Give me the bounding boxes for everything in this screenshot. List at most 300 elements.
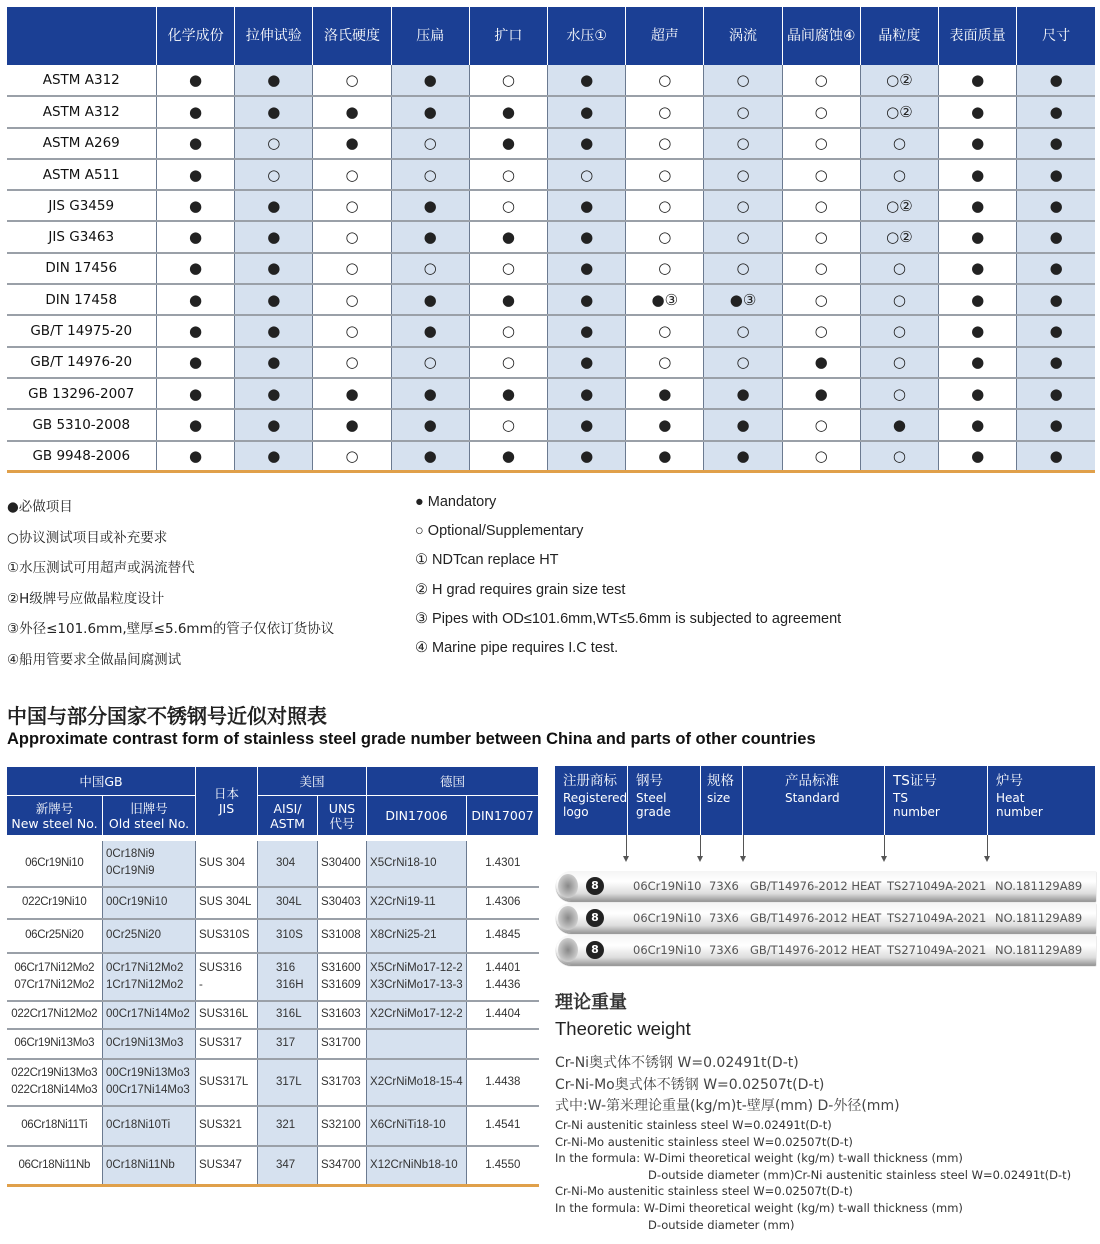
column-header: UNS 代号 [318, 796, 367, 836]
requirement-cell: ● [391, 315, 469, 346]
legend-item-en: ② H grad requires grain size test [415, 581, 626, 598]
requirement-cell: ○ [469, 347, 547, 378]
requirement-cell: ● [157, 96, 235, 127]
requirement-cell: ● [469, 284, 547, 315]
requirement-cell: ○ [782, 159, 860, 190]
grade-cell: SUS347 [196, 1146, 258, 1186]
table-row [7, 315, 1096, 346]
requirement-cell: ○ [548, 159, 626, 190]
pipe-end-icon [558, 938, 578, 962]
standard-name: GB 9948-2006 [7, 441, 157, 472]
table-row [7, 159, 1096, 190]
requirement-cell: ● [157, 315, 235, 346]
pipe-ts: TS271049A-2021 [887, 879, 987, 893]
grade-cell: 347 [258, 1146, 318, 1186]
grade-cell: S31703 [318, 1059, 367, 1106]
column-header: 表面质量 [939, 7, 1017, 65]
requirement-cell: ● [782, 347, 860, 378]
requirement-cell: ○ [782, 409, 860, 440]
table-row [7, 919, 539, 953]
requirement-cell: ● [626, 378, 704, 409]
grade-cell: S30400 [318, 841, 367, 887]
standard-name: GB/T 14976-20 [7, 347, 157, 378]
table-row [7, 1029, 539, 1059]
inspection-table [6, 7, 1095, 473]
legend-item-en: ○ Optional/Supplementary [415, 523, 584, 540]
requirement-cell: ● [157, 253, 235, 284]
requirement-cell: ○ [782, 221, 860, 252]
requirement-cell: ● [1017, 347, 1095, 378]
grade-cell: SUS317L [196, 1059, 258, 1106]
legend-item-en: ① NDTcan replace HT [415, 552, 559, 569]
requirement-cell: ○ [313, 221, 391, 252]
requirement-cell: ● [391, 221, 469, 252]
marking-header-en: Heat number [996, 791, 1043, 819]
requirement-cell: ○ [626, 253, 704, 284]
requirement-cell: ○ [626, 347, 704, 378]
table-row [7, 1146, 539, 1186]
requirement-cell: ○ [469, 159, 547, 190]
requirement-cell: ○ [313, 65, 391, 96]
grade-cell: 0Cr19Ni13Mo3 [103, 1029, 196, 1059]
requirement-cell: ● [1017, 441, 1095, 472]
requirement-cell: ● [548, 96, 626, 127]
registered-logo-icon: 8 [586, 877, 604, 895]
weight-formula-cn: Cr-Ni奥式体不锈钢 W=0.02491t(D-t) [555, 1055, 799, 1071]
requirement-cell: ● [391, 409, 469, 440]
pipe-ts: TS271049A-2021 [887, 911, 987, 925]
column-header: 尺寸 [1017, 7, 1095, 65]
requirement-cell: ● [1017, 128, 1095, 159]
legend-item-cn: ①水压测试可用超声或涡流替代 [7, 560, 195, 577]
requirement-cell: ● [235, 190, 313, 221]
marking-header-cn: 产品标准 [785, 773, 839, 789]
requirement-cell: ●③ [626, 284, 704, 315]
requirement-cell: ● [782, 378, 860, 409]
legend-item-en: ④ Marine pipe requires I.C test. [415, 640, 619, 656]
grade-cell: 317L [258, 1059, 318, 1106]
grade-cell: 317 [258, 1029, 318, 1059]
requirement-cell: ● [548, 378, 626, 409]
grade-cell: 1.4438 [467, 1059, 539, 1106]
table-row [7, 409, 1096, 440]
legend-item-cn: ●必做项目 [7, 499, 73, 515]
legend-item-cn: ②H级牌号应做晶粒度设计 [7, 590, 165, 607]
requirement-cell: ○ [782, 128, 860, 159]
requirement-cell: ● [1017, 96, 1095, 127]
grade-cell: 06Cr25Ni20 [7, 919, 103, 953]
requirement-cell: ● [939, 347, 1017, 378]
pipe-ts: TS271049A-2021 [887, 943, 987, 957]
grade-cell: S31603 [318, 1001, 367, 1029]
requirement-cell: ○ [860, 128, 938, 159]
grade-cell: 310S [258, 919, 318, 953]
requirement-cell: ○ [626, 65, 704, 96]
grade-cell: 022Cr17Ni12Mo2 [7, 1001, 103, 1029]
column-header: 压扁 [391, 7, 469, 65]
column-header: 拉伸试验 [235, 7, 313, 65]
grade-cell: 06Cr18Ni11Nb [7, 1146, 103, 1186]
grade-cell: X5CrNiMo17-12-2 X3CrNiMo17-13-3 [367, 953, 467, 1001]
pipe-standard: GB/T14976-2012 HEAT [750, 879, 882, 893]
requirement-cell: ● [235, 409, 313, 440]
requirement-cell: ● [939, 253, 1017, 284]
marking-header [987, 766, 1095, 835]
requirement-cell: ○ [626, 221, 704, 252]
grade-cell [367, 1029, 467, 1059]
requirement-cell: ○② [860, 221, 938, 252]
requirement-cell: ● [939, 221, 1017, 252]
weight-formula-en: D-outside diameter (mm)Cr-Ni austenitic stainless steel W=0.02491t(D-t) [648, 1167, 1072, 1182]
standard-name: GB/T 14975-20 [7, 315, 157, 346]
requirement-cell: ● [1017, 409, 1095, 440]
grade-cell: SUS 304L [196, 887, 258, 919]
pipe-heat: NO.181129A89 [995, 879, 1083, 893]
requirement-cell: ○ [704, 96, 782, 127]
requirement-cell: ○ [313, 441, 391, 472]
marking-header-en: Steel grade [636, 791, 671, 819]
grade-cell: SUS321 [196, 1106, 258, 1146]
requirement-cell: ● [235, 441, 313, 472]
column-header: 晶间腐蚀④ [782, 7, 860, 65]
marking-header [554, 766, 627, 835]
weight-formula-cn: Cr-Ni-Mo奥式体不锈钢 W=0.02507t(D-t) [555, 1076, 825, 1093]
grade-cell: 1.4550 [467, 1146, 539, 1186]
requirement-cell: ● [939, 65, 1017, 96]
grade-cell: X8CrNi25-21 [367, 919, 467, 953]
weight-formula-en: Cr-Ni-Mo austenitic stainless steel W=0.02507t(D-t) [555, 1134, 853, 1149]
grade-cell: 304L [258, 887, 318, 919]
requirement-cell: ● [391, 65, 469, 96]
standard-name: ASTM A269 [7, 128, 157, 159]
weight-formula-en: D-outside diameter (mm) [648, 1217, 795, 1232]
table-row [7, 378, 1096, 409]
requirement-cell: ● [1017, 221, 1095, 252]
requirement-cell: ● [939, 441, 1017, 472]
requirement-cell: ● [157, 190, 235, 221]
requirement-cell: ○ [626, 159, 704, 190]
table-row [7, 1001, 539, 1029]
requirement-cell: ● [626, 441, 704, 472]
grade-cell: S31600 S31609 [318, 953, 367, 1001]
requirement-cell: ● [626, 409, 704, 440]
standard-name: GB 5310-2008 [7, 409, 157, 440]
pipe-end-icon [558, 906, 578, 930]
grade-cell: S31008 [318, 919, 367, 953]
column-header: DIN17007 [467, 796, 539, 836]
standard-name: DIN 17456 [7, 253, 157, 284]
corner-header [7, 7, 157, 65]
requirement-cell: ● [469, 221, 547, 252]
grade-cell: 1.4301 [467, 841, 539, 887]
requirement-cell: ○ [704, 347, 782, 378]
table-row [7, 441, 1096, 472]
pipe-marking [556, 903, 1096, 933]
requirement-cell: ● [157, 221, 235, 252]
pointer-arrow-icon [700, 835, 701, 857]
legend-item-cn: ③外径≤101.6mm,壁厚≤5.6mm的管子仅依订货协议 [7, 621, 335, 638]
requirement-cell: ● [235, 347, 313, 378]
grade-cell: X5CrNi18-10 [367, 841, 467, 887]
standard-name: JIS G3463 [7, 221, 157, 252]
registered-logo-icon: 8 [586, 909, 604, 927]
requirement-cell: ● [313, 409, 391, 440]
marking-header-cn: 注册商标 [563, 773, 617, 789]
requirement-cell: ○ [469, 190, 547, 221]
requirement-cell: ● [313, 96, 391, 127]
requirement-cell: ●③ [704, 284, 782, 315]
requirement-cell: ○ [391, 347, 469, 378]
grade-cell: X2CrNiMo18-15-4 [367, 1059, 467, 1106]
marking-header [627, 766, 700, 835]
requirement-cell: ● [391, 190, 469, 221]
requirement-cell: ● [235, 96, 313, 127]
table-row [7, 65, 1096, 96]
requirement-cell: ○ [704, 221, 782, 252]
pipe-heat: NO.181129A89 [995, 943, 1083, 957]
requirement-cell: ○ [860, 253, 938, 284]
pipe-grade: 06Cr19Ni10 [633, 943, 702, 957]
marking-header-cn: 炉号 [996, 773, 1023, 789]
requirement-cell: ○ [391, 128, 469, 159]
requirement-cell: ● [548, 65, 626, 96]
requirement-cell: ○ [860, 378, 938, 409]
requirement-cell: ● [548, 284, 626, 315]
grade-cell: 1.4306 [467, 887, 539, 919]
grade-cell: 022Cr19Ni10 [7, 887, 103, 919]
requirement-cell: ○ [860, 284, 938, 315]
pipe-grade: 06Cr19Ni10 [633, 879, 702, 893]
grade-cell: X2CrNi19-11 [367, 887, 467, 919]
grade-cell: S30403 [318, 887, 367, 919]
registered-logo-icon: 8 [586, 941, 604, 959]
requirement-cell: ○ [704, 65, 782, 96]
pipe-standard: GB/T14976-2012 HEAT [750, 943, 882, 957]
contrast-title-cn: 中国与部分国家不锈钢号近似对照表 [7, 704, 327, 728]
requirement-cell: ● [1017, 378, 1095, 409]
requirement-cell: ● [1017, 315, 1095, 346]
requirement-cell: ● [469, 96, 547, 127]
requirement-cell: ○ [704, 315, 782, 346]
table-row [7, 1106, 539, 1146]
requirement-cell: ○ [782, 253, 860, 284]
standard-name: ASTM A511 [7, 159, 157, 190]
contrast-title-en: Approximate contrast form of stainless steel grade number between China and parts of other countries [7, 730, 816, 748]
requirement-cell: ● [235, 315, 313, 346]
requirement-cell: ● [704, 378, 782, 409]
requirement-cell: ● [548, 190, 626, 221]
marking-header-cn: TS证号 [893, 773, 937, 789]
weight-title-en: Theoretic weight [555, 1018, 691, 1039]
header-germany: 德国 [367, 767, 539, 796]
grade-cell: 0Cr18Ni10Ti [103, 1106, 196, 1146]
table-row [7, 190, 1096, 221]
column-header: 旧牌号 Old steel No. [103, 796, 196, 836]
requirement-cell: ● [157, 65, 235, 96]
grade-cell: 1.4845 [467, 919, 539, 953]
grade-cell: 304 [258, 841, 318, 887]
requirement-cell: ○ [235, 128, 313, 159]
column-header: 晶粒度 [860, 7, 938, 65]
grade-cell: 0Cr18Ni11Nb [103, 1146, 196, 1186]
legend-item-en: ③ Pipes with OD≤101.6mm,WT≤5.6mm is subjected to agreement [415, 610, 842, 627]
weight-formula-en: In the formula: W-Dimi theoretical weight (kg/m) t-wall thickness (mm) [555, 1151, 963, 1166]
grade-cell: X2CrNiMo17-12-2 [367, 1001, 467, 1029]
requirement-cell: ● [391, 441, 469, 472]
marking-header [884, 766, 987, 835]
standard-name: ASTM A312 [7, 65, 157, 96]
requirement-cell: ○ [313, 159, 391, 190]
requirement-cell: ○ [860, 441, 938, 472]
requirement-cell: ● [548, 221, 626, 252]
requirement-cell: ○ [469, 409, 547, 440]
table-row [7, 887, 539, 919]
requirement-cell: ● [391, 96, 469, 127]
grade-cell: 06Cr18Ni11Ti [7, 1106, 103, 1146]
requirement-cell: ● [157, 128, 235, 159]
table-row [7, 1059, 539, 1106]
weight-title-cn: 理论重量 [555, 992, 627, 1013]
requirement-cell: ○ [860, 347, 938, 378]
requirement-cell: ● [939, 409, 1017, 440]
requirement-cell: ○ [313, 284, 391, 315]
pointer-arrow-icon [987, 835, 988, 857]
requirement-cell: ○ [782, 190, 860, 221]
requirement-cell: ● [157, 159, 235, 190]
requirement-cell: ● [313, 128, 391, 159]
requirement-cell: ○ [782, 65, 860, 96]
table-row [7, 96, 1096, 127]
requirement-cell: ○ [860, 315, 938, 346]
requirement-cell: ● [235, 253, 313, 284]
header-usa: 美国 [258, 767, 367, 796]
pipe-marking [556, 871, 1096, 901]
requirement-cell: ● [704, 441, 782, 472]
standard-name: ASTM A312 [7, 96, 157, 127]
requirement-cell: ● [157, 409, 235, 440]
marking-header [700, 766, 742, 835]
pipe-size: 73X6 [709, 911, 739, 925]
marking-header-en: Standard [785, 791, 840, 805]
column-header: DIN17006 [367, 796, 467, 836]
requirement-cell: ○ [313, 347, 391, 378]
requirement-cell: ○ [626, 190, 704, 221]
table-row [7, 128, 1096, 159]
grade-cell [467, 1029, 539, 1059]
column-header: 新牌号 New steel No. [7, 796, 103, 836]
weight-formula-cn: 式中:W-第米理论重量(kg/m)t-壁厚(mm) D-外径(mm) [555, 1098, 900, 1114]
requirement-cell: ○ [235, 159, 313, 190]
requirement-cell: ○ [704, 159, 782, 190]
grade-cell: 06Cr19Ni13Mo3 [7, 1029, 103, 1059]
pipe-size: 73X6 [709, 879, 739, 893]
grade-cell: 1.4401 1.4436 [467, 953, 539, 1001]
requirement-cell: ○ [313, 253, 391, 284]
pointer-arrow-icon [884, 835, 885, 857]
requirement-cell: ○ [626, 96, 704, 127]
grade-cell: SUS317 [196, 1029, 258, 1059]
requirement-cell: ○② [860, 190, 938, 221]
grade-cell: 1.4541 [467, 1106, 539, 1146]
requirement-cell: ● [391, 378, 469, 409]
requirement-cell: ● [235, 378, 313, 409]
grade-cell: 06Cr17Ni12Mo2 07Cr17Ni12Mo2 [7, 953, 103, 1001]
table-row [7, 221, 1096, 252]
requirement-cell: ● [391, 284, 469, 315]
pipe-grade: 06Cr19Ni10 [633, 911, 702, 925]
requirement-cell: ○ [704, 190, 782, 221]
requirement-cell: ● [157, 347, 235, 378]
grade-cell: 316 316H [258, 953, 318, 1001]
table-row [7, 953, 539, 1001]
requirement-cell: ● [939, 284, 1017, 315]
grade-cell: 0Cr18Ni9 0Cr19Ni9 [103, 841, 196, 887]
requirement-cell: ● [860, 409, 938, 440]
grade-cell: SUS 304 [196, 841, 258, 887]
grade-cell: SUS316L [196, 1001, 258, 1029]
requirement-cell: ● [548, 441, 626, 472]
requirement-cell: ○ [391, 253, 469, 284]
grade-cell: S31700 [318, 1029, 367, 1059]
requirement-cell: ● [235, 221, 313, 252]
table-row [7, 347, 1096, 378]
table-row [7, 253, 1096, 284]
grade-cell: 06Cr19Ni10 [7, 841, 103, 887]
pointer-arrow-icon [626, 835, 627, 857]
pointer-arrow-icon [743, 835, 744, 857]
column-header: AISI/ ASTM [258, 796, 318, 836]
grade-cell: X12CrNiNb18-10 [367, 1146, 467, 1186]
grade-cell: X6CrNiTi18-10 [367, 1106, 467, 1146]
weight-formula-en: In the formula: W-Dimi theoretical weight (kg/m) t-wall thickness (mm) [555, 1201, 963, 1215]
requirement-cell: ○ [704, 253, 782, 284]
requirement-cell: ● [548, 315, 626, 346]
requirement-cell: ○ [782, 96, 860, 127]
requirement-cell: ○ [782, 284, 860, 315]
grade-cell: 00Cr17Ni14Mo2 [103, 1001, 196, 1029]
header-japan: 日本 JIS [196, 767, 258, 836]
requirement-cell: ● [939, 96, 1017, 127]
standard-name: GB 13296-2007 [7, 378, 157, 409]
marking-header-en: TS number [893, 791, 940, 819]
requirement-cell: ○ [313, 315, 391, 346]
grade-cell: 022Cr19Ni13Mo3 022Cr18Ni14Mo3 [7, 1059, 103, 1106]
requirement-cell: ○ [626, 128, 704, 159]
column-header: 水压① [548, 7, 626, 65]
grade-cell: SUS316 - [196, 953, 258, 1001]
grade-cell: 00Cr19Ni13Mo3 00Cr17Ni14Mo3 [103, 1059, 196, 1106]
requirement-cell: ○ [860, 159, 938, 190]
grade-contrast-table [6, 766, 539, 1187]
legend-item-en: ● Mandatory [415, 494, 497, 510]
column-header: 涡流 [704, 7, 782, 65]
pipe-end-icon [558, 874, 578, 898]
requirement-cell: ● [235, 284, 313, 315]
requirement-cell: ○ [313, 190, 391, 221]
requirement-cell: ● [157, 284, 235, 315]
column-header: 超声 [626, 7, 704, 65]
requirement-cell: ○ [469, 65, 547, 96]
requirement-cell: ● [469, 441, 547, 472]
requirement-cell: ○ [391, 159, 469, 190]
requirement-cell: ● [548, 253, 626, 284]
requirement-cell: ● [313, 378, 391, 409]
grade-cell: S32100 [318, 1106, 367, 1146]
requirement-cell: ● [704, 409, 782, 440]
requirement-cell: ● [939, 159, 1017, 190]
requirement-cell: ● [1017, 159, 1095, 190]
grade-cell: 1.4404 [467, 1001, 539, 1029]
